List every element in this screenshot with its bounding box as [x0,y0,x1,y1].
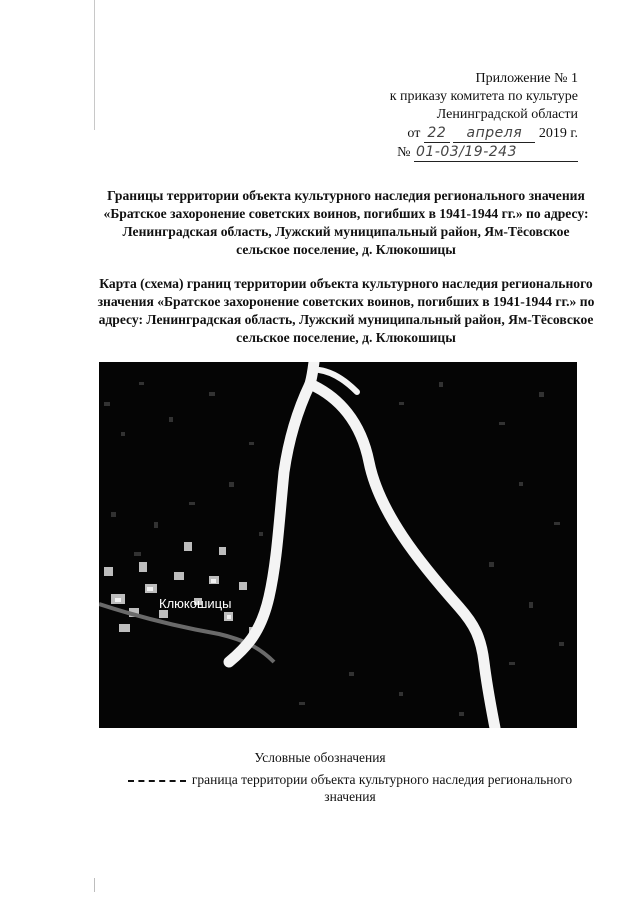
boundary-dash-symbol [128,780,186,782]
village-road [99,604,274,662]
village-buildings [104,542,259,634]
scan-edge-mark [94,878,95,892]
vegetation-texture [104,382,564,716]
document-title: Границы территории объекта культурного наследия регионального значения «Братское захоронение советских воинов, погибших в 1941-1944 гг.» по адресу: Ленинградская область, Лужский муниципальный район, Ям-Тёсовское сельское поселение, д. Клюкошицы [103,188,589,257]
order-date [390,124,578,143]
number-prefix: № [397,145,411,160]
legend-title: Условные обозначения [254,750,386,765]
appendix-number: Приложение № 1 [475,71,578,86]
village-label: Клюкошицы [159,596,232,611]
legend-item [120,771,580,805]
date-prefix: от [407,126,421,141]
map-title: Карта (схема) границ территории объекта культурного наследия регионального значения «Братское захоронение советских воинов, погибших в 1941-1944 гг.» по адресу: Ленинградская область, Лужский муниципальный район, Ям-Тёсовское сельское поселение, д. Клюкошицы [97,276,595,345]
main-road [310,362,495,728]
region-name: Ленинградской области [436,107,578,122]
scan-edge-line [94,0,95,130]
date-day: 22 [424,124,450,143]
branch-road-left [229,384,310,662]
number-value: 01-03/19-243 [414,143,578,162]
map-graphic [99,362,577,728]
date-month: апреля [453,124,535,143]
order-reference: к приказу комитета по культуре [389,89,578,104]
date-year: 2019 г. [538,126,578,141]
satellite-map [99,362,577,728]
appendix-header [390,70,578,162]
order-number [390,143,578,162]
legend-item-text: граница территории объекта культурного наследия регионального значения [191,772,573,804]
